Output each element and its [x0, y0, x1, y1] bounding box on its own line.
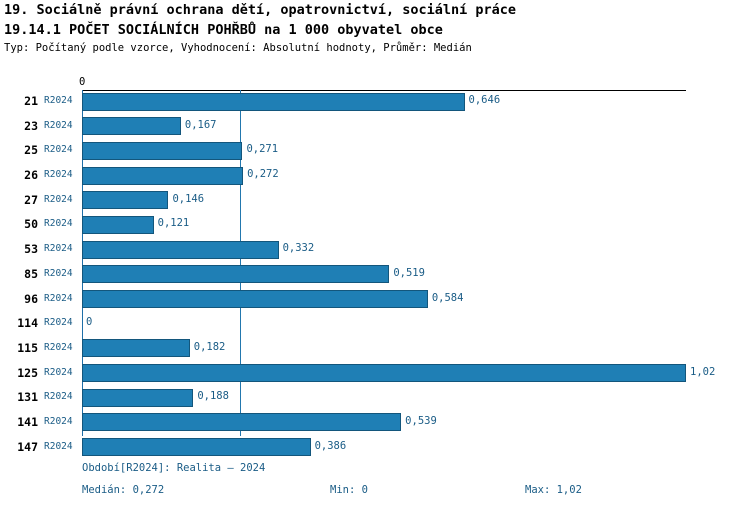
max-label: Max: 1,02: [525, 484, 582, 496]
row-period-label: R2024: [44, 169, 73, 181]
row-period-label: R2024: [44, 415, 73, 427]
row-code-label: 53: [24, 242, 38, 257]
row-code-label: 96: [24, 291, 38, 306]
bar-value-label: 0,121: [157, 217, 190, 230]
bar[interactable]: [82, 339, 190, 357]
row-code-label: 21: [24, 94, 38, 108]
chart-row[interactable]: [0, 288, 750, 313]
row-period-label: R2024: [44, 292, 73, 304]
bar-value-label: 0,182: [193, 340, 226, 353]
row-code-label: 131: [17, 390, 38, 405]
row-period-label: R2024: [44, 95, 73, 106]
row-period-label: R2024: [44, 218, 73, 230]
chart-row[interactable]: [0, 337, 750, 362]
row-code-label: 147: [17, 439, 38, 454]
row-code-label: 141: [17, 414, 38, 429]
median-label: Medián: 0,272: [82, 484, 165, 496]
bar-value-label: 0,272: [247, 168, 279, 181]
bar[interactable]: [82, 290, 428, 308]
plot-area: [0, 76, 750, 452]
bar-value-label: 0,646: [468, 94, 501, 106]
chart-row[interactable]: [0, 386, 750, 411]
chart-row[interactable]: [0, 139, 750, 164]
bar-value-label: 0: [86, 316, 93, 329]
chart-row[interactable]: [0, 164, 750, 189]
row-period-label: R2024: [44, 317, 73, 329]
bar[interactable]: [82, 142, 242, 160]
row-period-label: R2024: [44, 267, 73, 279]
row-code-label: 85: [24, 266, 38, 281]
row-code-label: 26: [24, 168, 38, 183]
row-code-label: 23: [24, 118, 38, 133]
row-period-label: R2024: [44, 243, 73, 255]
row-period-label: R2024: [44, 366, 73, 378]
x-axis-tick-0: 0: [79, 76, 86, 88]
chart-row[interactable]: [0, 189, 750, 214]
chart-row[interactable]: [0, 312, 750, 337]
period-note: Období[R2024]: Realita – 2024: [82, 462, 266, 474]
bar-value-label: 0,332: [282, 242, 315, 255]
row-code-label: 25: [24, 143, 38, 158]
chart-subtitle: Typ: Počítaný podle vzorce, Vyhodnocení: Absolutní hodnoty, Průměr: Medián: [4, 42, 472, 54]
bar[interactable]: [82, 167, 243, 185]
row-period-label: R2024: [44, 119, 73, 131]
row-code-label: 114: [17, 316, 38, 331]
bar-value-label: 0,584: [431, 291, 464, 304]
bar[interactable]: [82, 241, 279, 259]
bar-rows: [0, 90, 750, 460]
row-code-label: 27: [24, 192, 38, 207]
bar[interactable]: [82, 93, 465, 111]
chart-title: 19.14.1 POČET SOCIÁLNÍCH POHŘBŮ na 1 000 obyvatel obce: [4, 22, 443, 38]
chart-row[interactable]: [0, 213, 750, 238]
chart-row[interactable]: [0, 90, 750, 115]
chart-row[interactable]: [0, 115, 750, 140]
chart-row[interactable]: [0, 411, 750, 436]
bar-value-label: 0,539: [405, 414, 437, 427]
bar[interactable]: [82, 389, 193, 407]
chart-row[interactable]: [0, 263, 750, 288]
row-period-label: R2024: [44, 341, 73, 353]
row-code-label: 115: [17, 340, 38, 355]
row-period-label: R2024: [44, 144, 73, 156]
row-period-label: R2024: [44, 193, 73, 205]
bar-value-label: 0,271: [246, 143, 279, 156]
page-title: 19. Sociálně právní ochrana dětí, opatrovnictví, sociální práce: [4, 2, 517, 18]
bar-value-label: 1,02: [690, 365, 716, 378]
bar[interactable]: [82, 216, 154, 234]
bar[interactable]: [82, 413, 401, 431]
bar-value-label: 0,519: [393, 266, 425, 279]
bar[interactable]: [82, 117, 181, 135]
bar[interactable]: [82, 364, 686, 382]
chart-row[interactable]: [0, 362, 750, 387]
row-period-label: R2024: [44, 440, 73, 452]
row-code-label: 125: [17, 365, 38, 380]
chart-row[interactable]: [0, 238, 750, 263]
bar[interactable]: [82, 438, 311, 456]
row-code-label: 50: [24, 217, 38, 232]
bar-value-label: 0,188: [197, 390, 229, 403]
bar-value-label: 0,167: [184, 118, 217, 131]
min-label: Min: 0: [330, 484, 368, 496]
bar-value-label: 0,386: [314, 439, 347, 452]
bar-value-label: 0,146: [172, 192, 205, 205]
bar[interactable]: [82, 265, 389, 283]
row-period-label: R2024: [44, 391, 73, 403]
bar[interactable]: [82, 191, 168, 209]
chart-row[interactable]: [0, 436, 750, 461]
